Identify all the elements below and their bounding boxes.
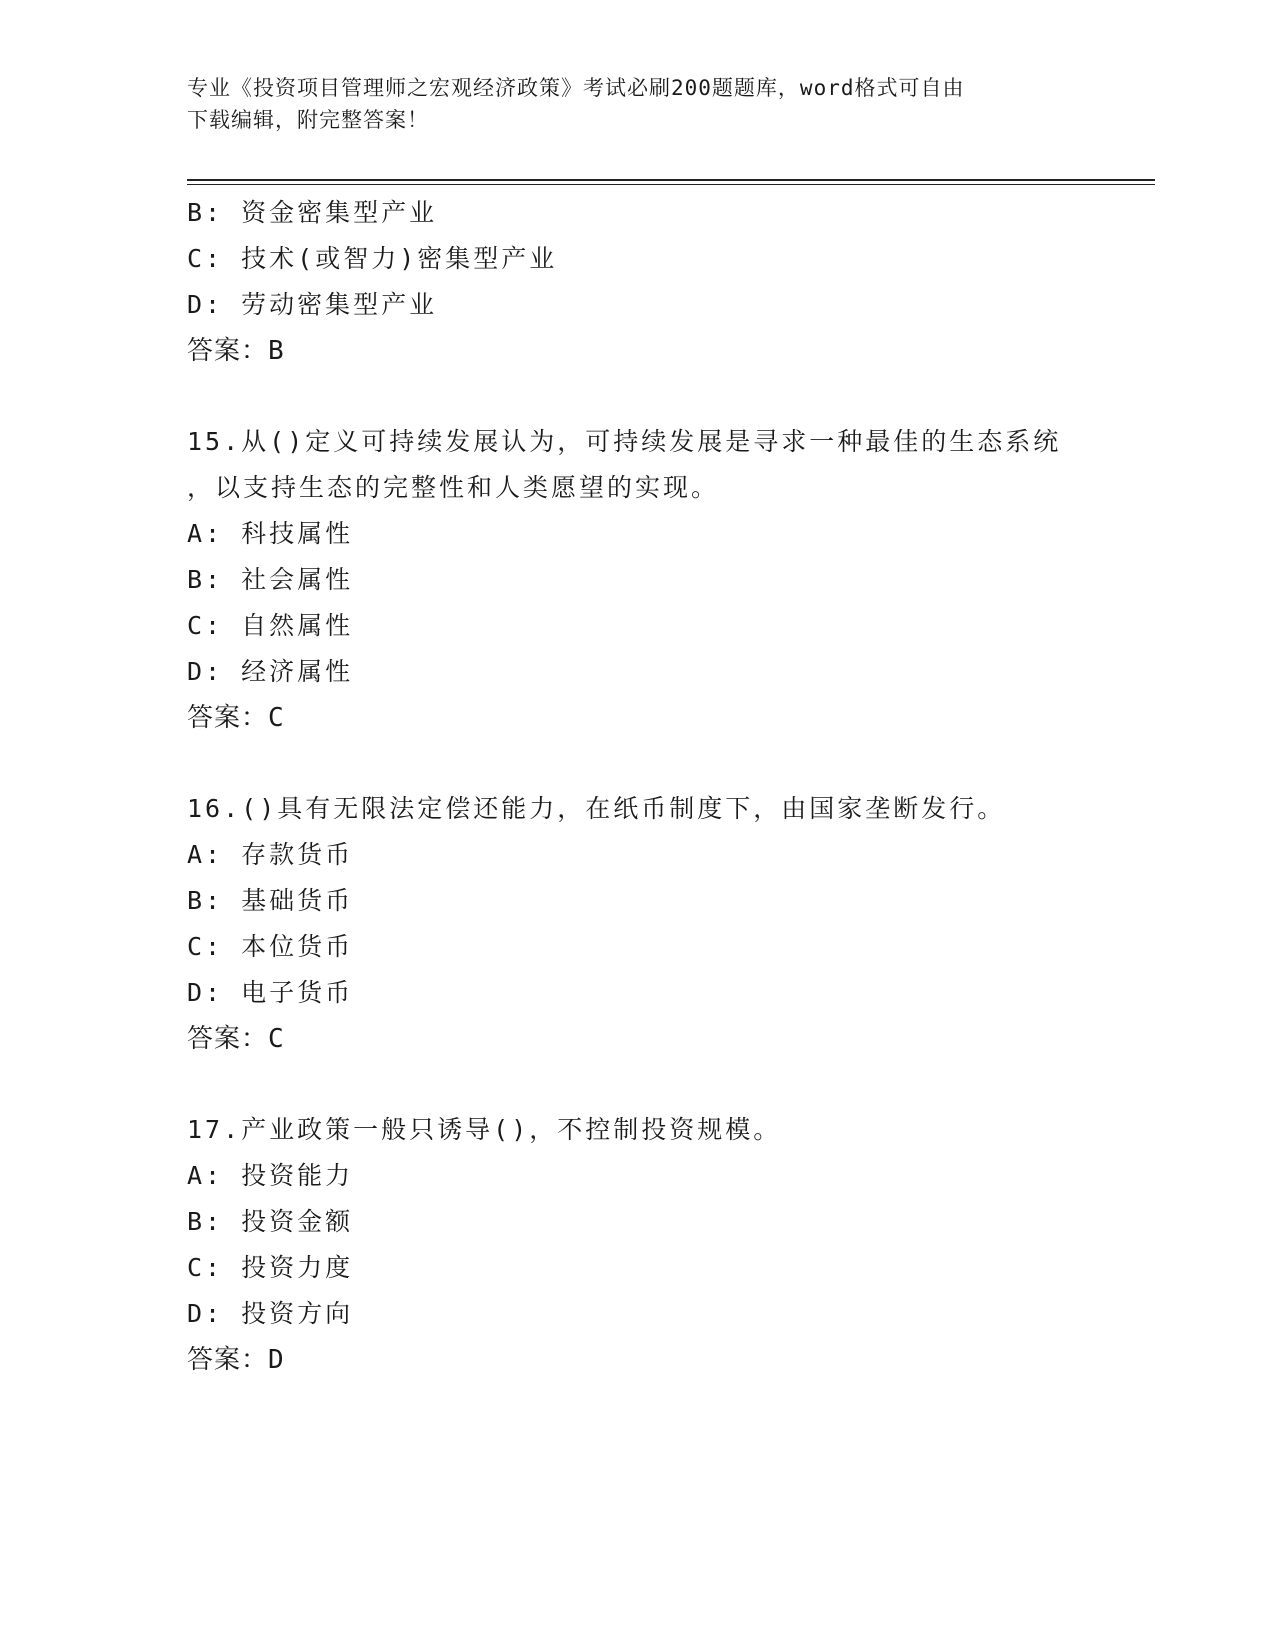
spacer bbox=[187, 374, 1087, 419]
question-17 bbox=[187, 1107, 1087, 1383]
option-b: B: 社会属性 bbox=[187, 565, 354, 594]
option-d: D: 劳动密集型产业 bbox=[187, 290, 438, 319]
option-a: A: 科技属性 bbox=[187, 519, 354, 548]
option-d: D: 投资方向 bbox=[187, 1299, 354, 1328]
question-15 bbox=[187, 419, 1087, 741]
question-14-tail bbox=[187, 190, 1087, 374]
option-c: C: 本位货币 bbox=[187, 932, 354, 961]
option-c: C: 投资力度 bbox=[187, 1253, 354, 1282]
option-c: C: 技术(或智力)密集型产业 bbox=[187, 244, 558, 273]
answer: 答案：C bbox=[187, 1024, 285, 1054]
question-text-line-1: 15.从()定义可持续发展认为，可持续发展是寻求一种最佳的生态系统 bbox=[187, 427, 1062, 456]
option-c: C: 自然属性 bbox=[187, 611, 354, 640]
option-a: A: 存款货币 bbox=[187, 840, 354, 869]
question-list bbox=[187, 190, 1087, 1383]
question-16 bbox=[187, 786, 1087, 1062]
document-header bbox=[187, 72, 1087, 136]
header-divider-thin bbox=[187, 184, 1155, 185]
option-b: B: 基础货币 bbox=[187, 886, 354, 915]
option-b: B: 投资金额 bbox=[187, 1207, 354, 1236]
spacer bbox=[187, 1062, 1087, 1107]
answer: 答案：D bbox=[187, 1345, 285, 1375]
spacer bbox=[187, 741, 1087, 786]
header-title-line-1: 专业《投资项目管理师之宏观经济政策》考试必刷200题题库，word格式可自由 bbox=[187, 76, 965, 100]
header-divider-thick bbox=[187, 179, 1155, 181]
question-text-line-2: ，以支持生态的完整性和人类愿望的实现。 bbox=[187, 473, 720, 502]
header-title-line-2: 下载编辑，附完整答案！ bbox=[187, 108, 429, 132]
option-d: D: 电子货币 bbox=[187, 978, 354, 1007]
answer: 答案：B bbox=[187, 336, 285, 366]
question-text: 16.()具有无限法定偿还能力，在纸币制度下，由国家垄断发行。 bbox=[187, 794, 1006, 823]
question-text: 17.产业政策一般只诱导()，不控制投资规模。 bbox=[187, 1115, 782, 1144]
option-b: B: 资金密集型产业 bbox=[187, 198, 438, 227]
answer: 答案：C bbox=[187, 703, 285, 733]
option-a: A: 投资能力 bbox=[187, 1161, 354, 1190]
option-d: D: 经济属性 bbox=[187, 657, 354, 686]
